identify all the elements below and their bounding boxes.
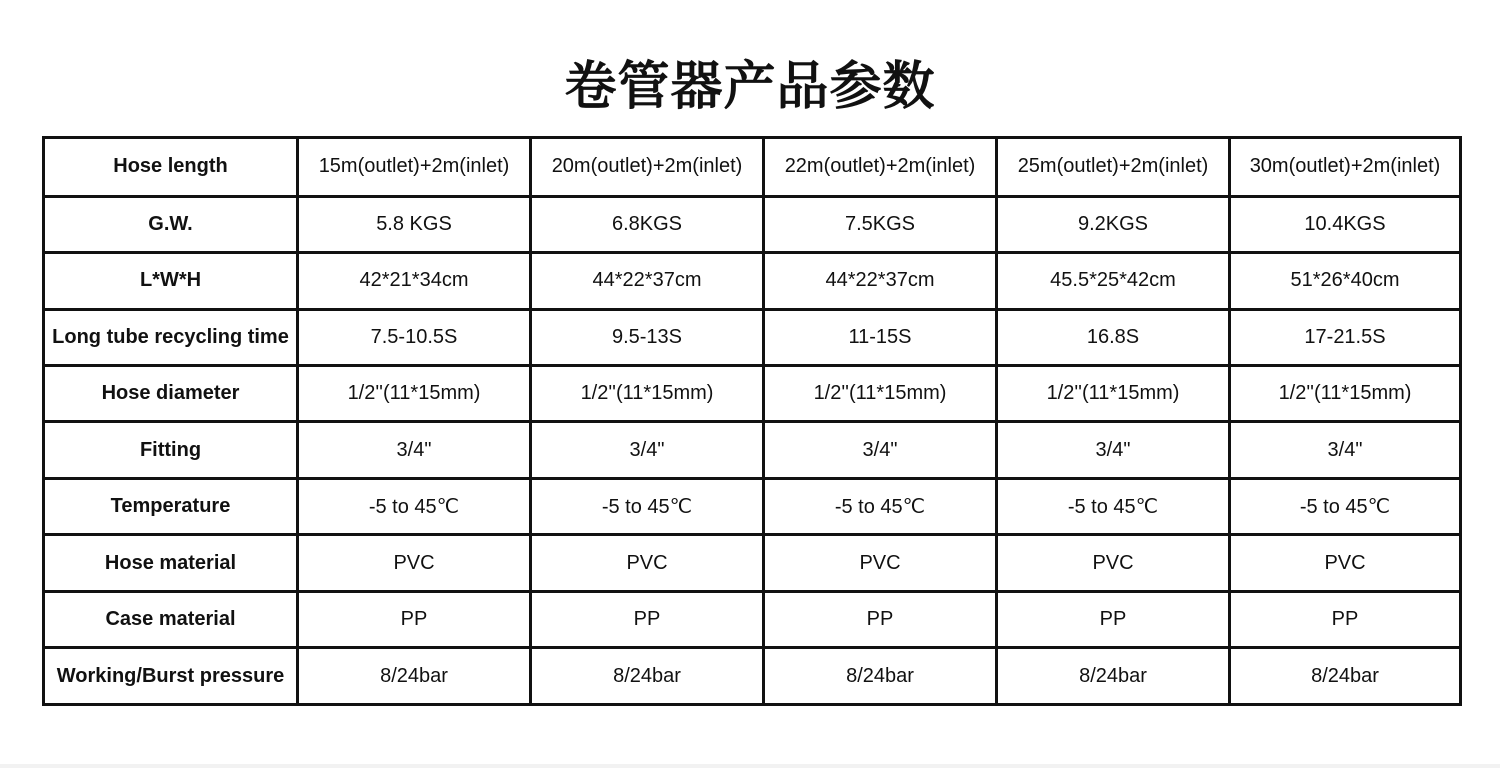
table-row-temperature — [44, 478, 1461, 534]
table-cell: PVC — [764, 535, 997, 591]
table-cell: 42*21*34cm — [298, 253, 531, 309]
table-cell: 1/2''(11*15mm) — [298, 366, 531, 422]
row-label: G.W. — [44, 196, 298, 252]
table-row-fitting — [44, 422, 1461, 478]
table-cell: 3/4" — [1230, 422, 1461, 478]
row-label: Case material — [44, 591, 298, 647]
row-label: Fitting — [44, 422, 298, 478]
table-cell: 3/4" — [997, 422, 1230, 478]
table-cell: 9.2KGS — [997, 196, 1230, 252]
table-cell: 8/24bar — [298, 648, 531, 705]
table-row-hose-material — [44, 535, 1461, 591]
table-row-gross-weight — [44, 196, 1461, 252]
table-row-hose-length — [44, 138, 1461, 197]
table-cell: 1/2''(11*15mm) — [997, 366, 1230, 422]
table-cell: 1/2''(11*15mm) — [531, 366, 764, 422]
table-cell: -5 to 45℃ — [298, 478, 531, 534]
table-cell: 9.5-13S — [531, 309, 764, 365]
table-cell: 11-15S — [764, 309, 997, 365]
table-row-pressure — [44, 648, 1461, 705]
table-cell: 3/4" — [531, 422, 764, 478]
table-row-hose-diameter — [44, 366, 1461, 422]
table-cell: -5 to 45℃ — [531, 478, 764, 534]
bottom-divider — [0, 764, 1500, 768]
table-cell: 3/4" — [298, 422, 531, 478]
table-cell: 17-21.5S — [1230, 309, 1461, 365]
table-cell: -5 to 45℃ — [1230, 478, 1461, 534]
table-cell: 6.8KGS — [531, 196, 764, 252]
table-cell: PP — [531, 591, 764, 647]
table-cell: PP — [764, 591, 997, 647]
table-cell: 3/4" — [764, 422, 997, 478]
table-cell: 8/24bar — [764, 648, 997, 705]
row-label: L*W*H — [44, 253, 298, 309]
spec-table — [42, 136, 1462, 706]
table-cell: 15m(outlet)+2m(inlet) — [298, 138, 531, 197]
table-cell: 8/24bar — [531, 648, 764, 705]
row-label: Hose length — [44, 138, 298, 197]
table-cell: PVC — [531, 535, 764, 591]
row-label: Temperature — [44, 478, 298, 534]
row-label: Hose diameter — [44, 366, 298, 422]
table-row-recycling-time — [44, 309, 1461, 365]
table-cell: 51*26*40cm — [1230, 253, 1461, 309]
table-cell: 1/2''(11*15mm) — [764, 366, 997, 422]
table-cell: 1/2''(11*15mm) — [1230, 366, 1461, 422]
table-cell: 25m(outlet)+2m(inlet) — [997, 138, 1230, 197]
table-cell: 8/24bar — [1230, 648, 1461, 705]
table-cell: 44*22*37cm — [531, 253, 764, 309]
table-cell: 5.8 KGS — [298, 196, 531, 252]
table-cell: PP — [298, 591, 531, 647]
table-cell: PP — [1230, 591, 1461, 647]
table-cell: -5 to 45℃ — [997, 478, 1230, 534]
row-label: Hose material — [44, 535, 298, 591]
page-title: 卷管器产品参数 — [564, 57, 936, 117]
table-cell: 44*22*37cm — [764, 253, 997, 309]
row-label: Working/Burst pressure — [44, 648, 298, 705]
table-cell: 7.5-10.5S — [298, 309, 531, 365]
table-cell: PP — [997, 591, 1230, 647]
table-row-case-material — [44, 591, 1461, 647]
table-cell: 22m(outlet)+2m(inlet) — [764, 138, 997, 197]
row-label: Long tube recycling time — [44, 309, 298, 365]
table-cell: 20m(outlet)+2m(inlet) — [531, 138, 764, 197]
table-cell: 8/24bar — [997, 648, 1230, 705]
table-cell: 30m(outlet)+2m(inlet) — [1230, 138, 1461, 197]
table-cell: -5 to 45℃ — [764, 478, 997, 534]
table-cell: PVC — [997, 535, 1230, 591]
table-cell: PVC — [298, 535, 531, 591]
table-cell: 7.5KGS — [764, 196, 997, 252]
table-cell: 16.8S — [997, 309, 1230, 365]
table-cell: 45.5*25*42cm — [997, 253, 1230, 309]
table-cell: 10.4KGS — [1230, 196, 1461, 252]
table-cell: PVC — [1230, 535, 1461, 591]
table-row-dimensions — [44, 253, 1461, 309]
